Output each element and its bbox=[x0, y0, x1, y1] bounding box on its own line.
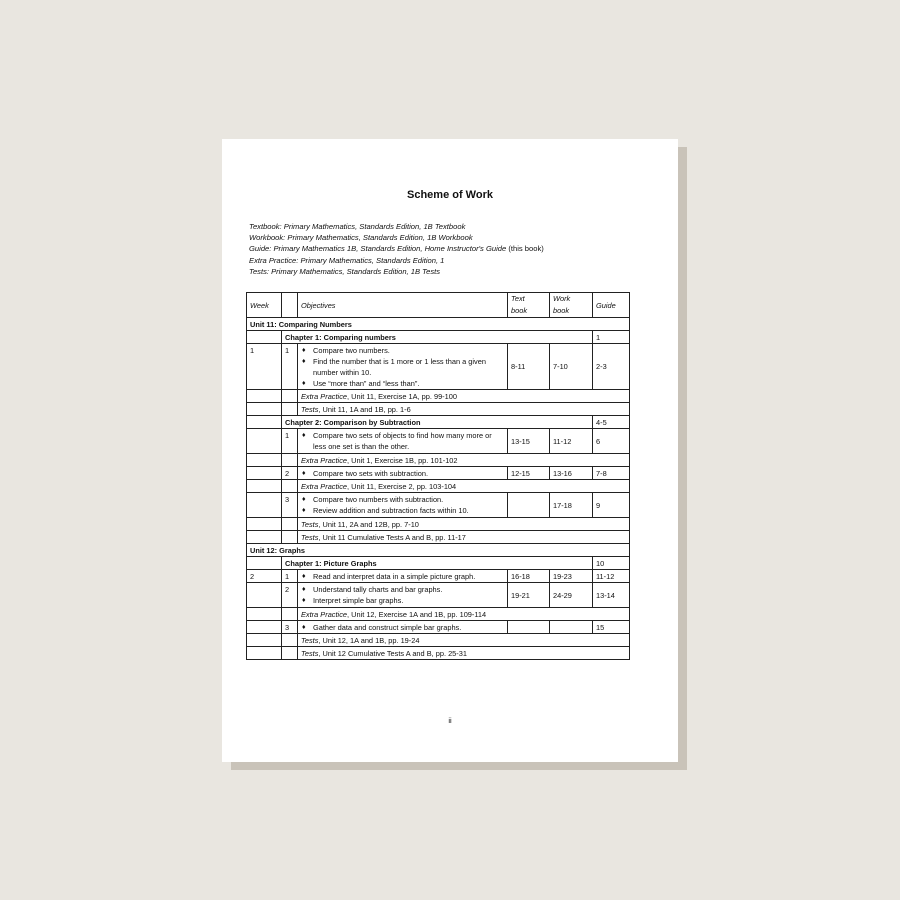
table-header-row bbox=[247, 293, 630, 318]
header-workbook: Work book bbox=[550, 293, 593, 318]
objective-item: ♦ Compare two numbers. bbox=[301, 345, 504, 356]
objective-item: ♦ Gather data and construct simple bar graphs. bbox=[301, 622, 504, 633]
tests-note: Tests, Unit 11, 1A and 1B, pp. 1-6 bbox=[298, 403, 630, 416]
week-cell: 2 bbox=[247, 570, 282, 583]
textbook-cell: 19-21 bbox=[508, 583, 550, 608]
lesson-cell: 1 bbox=[282, 570, 298, 583]
objective-item: ♦ Find the number that is 1 more or 1 less than a given number within 10. bbox=[301, 356, 504, 378]
guide-cell: 2-3 bbox=[593, 344, 630, 390]
tests-note: Tests, Unit 12 Cumulative Tests A and B, pp. 25-31 bbox=[298, 647, 630, 660]
chapter-row bbox=[247, 331, 630, 344]
tests-note: Tests, Unit 12, 1A and 1B, pp. 19-24 bbox=[298, 634, 630, 647]
objective-item: ♦ Compare two sets of objects to find how many more or less one set is than the other. bbox=[301, 430, 504, 452]
table-row bbox=[247, 454, 630, 467]
page-number: ii bbox=[448, 716, 452, 725]
header-guide: Guide bbox=[593, 293, 630, 318]
lesson-cell: 2 bbox=[282, 467, 298, 480]
table-row bbox=[247, 570, 630, 583]
objectives-cell bbox=[298, 493, 508, 518]
textbook-cell bbox=[508, 621, 550, 634]
objective-item: ♦ Interpret simple bar graphs. bbox=[301, 595, 504, 606]
objectives-cell bbox=[298, 467, 508, 480]
extra-practice-note: Extra Practice, Unit 12, Exercise 1A and 1B, pp. 109-114 bbox=[298, 608, 630, 621]
workbook-cell: 19-23 bbox=[550, 570, 593, 583]
lesson-cell: 1 bbox=[282, 344, 298, 390]
chapter-row bbox=[247, 557, 630, 570]
textbook-cell bbox=[508, 493, 550, 518]
table-row bbox=[247, 344, 630, 390]
unit-title: Unit 11: Comparing Numbers bbox=[247, 318, 630, 331]
table-row bbox=[247, 518, 630, 531]
week-cell: 1 bbox=[247, 344, 282, 390]
reference-list bbox=[249, 221, 544, 277]
table-row bbox=[247, 467, 630, 480]
workbook-cell: 11-12 bbox=[550, 429, 593, 454]
header-textbook: Text book bbox=[508, 293, 550, 318]
workbook-cell: 7-10 bbox=[550, 344, 593, 390]
table-row bbox=[247, 429, 630, 454]
textbook-cell: 13-15 bbox=[508, 429, 550, 454]
reference-extra-practice: Extra Practice: Primary Mathematics, Standards Edition, 1 bbox=[249, 255, 445, 265]
guide-cell: 9 bbox=[593, 493, 630, 518]
objectives-cell bbox=[298, 621, 508, 634]
reference-guide: Guide: Primary Mathematics 1B, Standards Edition, Home Instructor's Guide (this book) bbox=[249, 244, 544, 254]
unit-title: Unit 12: Graphs bbox=[247, 544, 630, 557]
table-row bbox=[247, 634, 630, 647]
workbook-cell bbox=[550, 621, 593, 634]
table-row bbox=[247, 621, 630, 634]
reference-tests: Tests: Primary Mathematics, Standards Edition, 1B Tests bbox=[249, 266, 441, 276]
tests-note: Tests, Unit 11, 2A and 12B, pp. 7-10 bbox=[298, 518, 630, 531]
lesson-cell: 3 bbox=[282, 493, 298, 518]
chapter-title: Chapter 1: Picture Graphs bbox=[282, 557, 593, 570]
reference-workbook: Workbook: Primary Mathematics, Standards Edition, 1B Workbook bbox=[249, 233, 473, 243]
table-row bbox=[247, 647, 630, 660]
guide-cell: 11-12 bbox=[593, 570, 630, 583]
table-row bbox=[247, 390, 630, 403]
table-row bbox=[247, 608, 630, 621]
guide-cell: 13-14 bbox=[593, 583, 630, 608]
header-week: Week bbox=[247, 293, 282, 318]
header-objectives: Objectives bbox=[298, 293, 508, 318]
objective-item: ♦ Understand tally charts and bar graphs. bbox=[301, 584, 504, 595]
objective-item: ♦ Compare two numbers with subtraction. bbox=[301, 494, 504, 505]
objectives-cell bbox=[298, 583, 508, 608]
table-row bbox=[247, 583, 630, 608]
guide-cell: 1 bbox=[593, 331, 630, 344]
objective-item: ♦ Read and interpret data in a simple picture graph. bbox=[301, 571, 504, 582]
lesson-cell: 3 bbox=[282, 621, 298, 634]
guide-cell: 7-8 bbox=[593, 467, 630, 480]
table-row bbox=[247, 493, 630, 518]
table-row bbox=[247, 531, 630, 544]
textbook-cell: 12-15 bbox=[508, 467, 550, 480]
objectives-cell bbox=[298, 570, 508, 583]
page-title: Scheme of Work bbox=[407, 189, 493, 201]
scheme-of-work-table bbox=[246, 292, 630, 660]
table-row bbox=[247, 403, 630, 416]
objectives-cell bbox=[298, 429, 508, 454]
chapter-title: Chapter 1: Comparing numbers bbox=[282, 331, 593, 344]
workbook-cell: 17-18 bbox=[550, 493, 593, 518]
textbook-cell: 8-11 bbox=[508, 344, 550, 390]
unit-row bbox=[247, 544, 630, 557]
extra-practice-note: Extra Practice, Unit 1, Exercise 1B, pp. 101-102 bbox=[298, 454, 630, 467]
objective-item: ♦ Compare two sets with subtraction. bbox=[301, 468, 504, 479]
table-row bbox=[247, 480, 630, 493]
objective-item: ♦ Review addition and subtraction facts within 10. bbox=[301, 505, 504, 516]
lesson-cell: 2 bbox=[282, 583, 298, 608]
guide-cell: 6 bbox=[593, 429, 630, 454]
chapter-title: Chapter 2: Comparison by Subtraction bbox=[282, 416, 593, 429]
tests-note: Tests, Unit 11 Cumulative Tests A and B, pp. 11-17 bbox=[298, 531, 630, 544]
lesson-cell: 1 bbox=[282, 429, 298, 454]
guide-cell: 4-5 bbox=[593, 416, 630, 429]
textbook-cell: 16-18 bbox=[508, 570, 550, 583]
header-lesson bbox=[282, 293, 298, 318]
objectives-cell bbox=[298, 344, 508, 390]
document-page bbox=[222, 139, 678, 762]
guide-cell: 15 bbox=[593, 621, 630, 634]
chapter-row bbox=[247, 416, 630, 429]
extra-practice-note: Extra Practice, Unit 11, Exercise 1A, pp. 99-100 bbox=[298, 390, 630, 403]
unit-row bbox=[247, 318, 630, 331]
guide-cell: 10 bbox=[593, 557, 630, 570]
objective-item: ♦ Use “more than” and “less than”. bbox=[301, 378, 504, 389]
extra-practice-note: Extra Practice, Unit 11, Exercise 2, pp. 103-104 bbox=[298, 480, 630, 493]
reference-textbook: Textbook: Primary Mathematics, Standards Edition, 1B Textbook bbox=[249, 222, 466, 231]
workbook-cell: 13-16 bbox=[550, 467, 593, 480]
workbook-cell: 24-29 bbox=[550, 583, 593, 608]
